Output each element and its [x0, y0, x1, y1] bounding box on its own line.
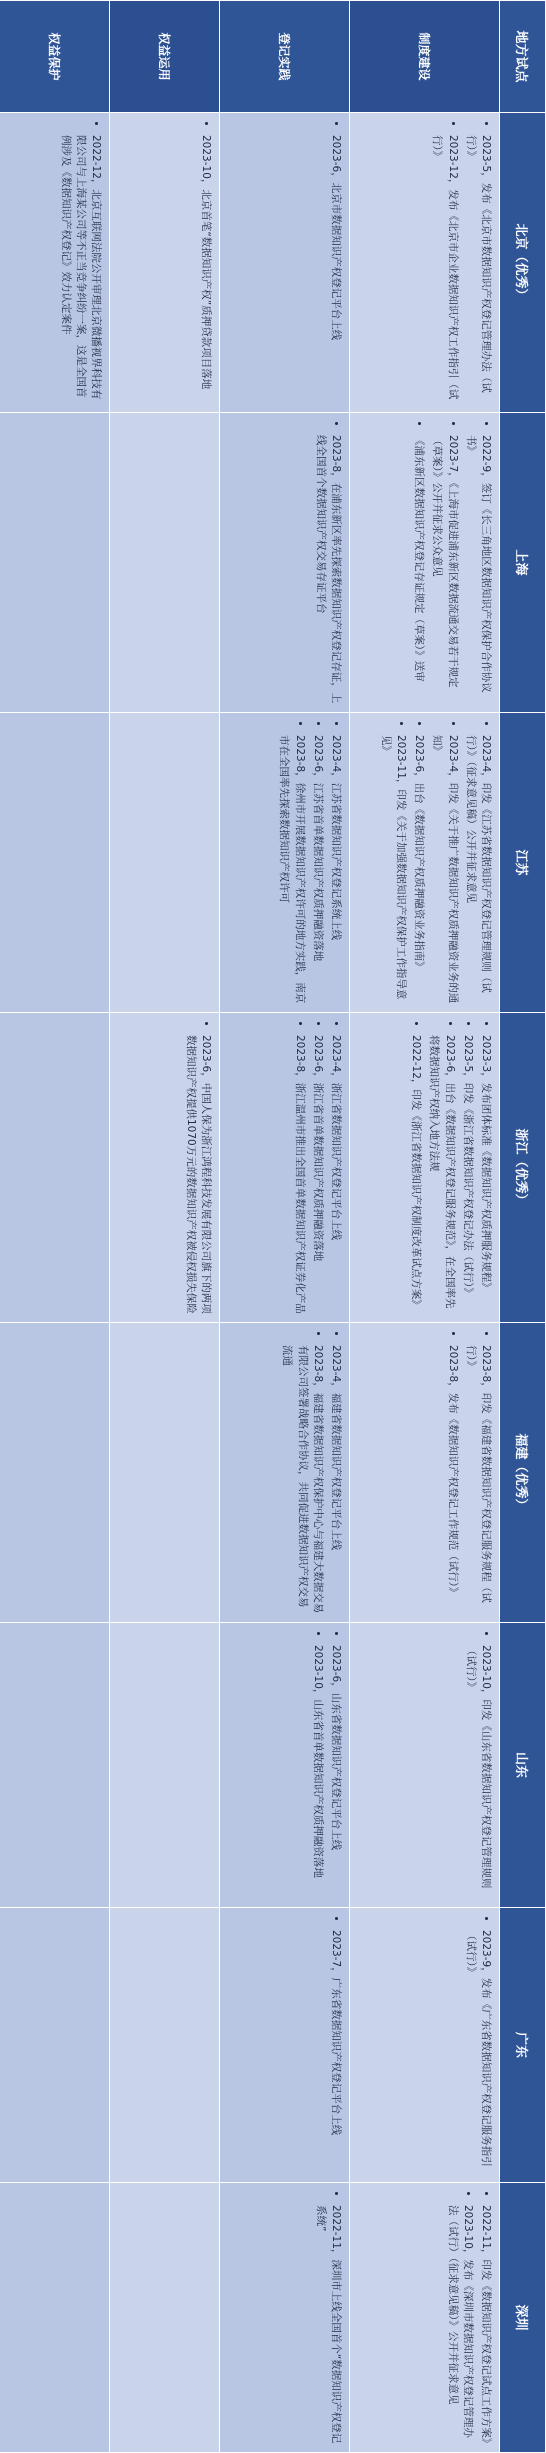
event-item: • 2023-8，在浦东新区率先探索数据知识产权登记存证，上线全国首个数据知识产权交易存证平台 — [313, 435, 343, 704]
table-cell — [110, 113, 220, 413]
table-cell — [220, 1623, 350, 1908]
table-row — [0, 1, 110, 2453]
event-item: • 2023-10，印发《山东省数据知识产权登记管理规则（试行）》 — [463, 1645, 493, 1899]
corner-header: 地方试点 — [500, 1, 546, 113]
table-cell — [350, 113, 500, 413]
row-label: 权益运用 — [110, 1, 220, 113]
event-list — [279, 1331, 343, 1614]
event-list — [463, 1916, 493, 2174]
event-item: • 2022-11，印发《数据知识产权登记试点工作方案》 — [478, 2205, 493, 2444]
table-cell — [350, 1908, 500, 2183]
event-list — [310, 1631, 343, 1899]
event-item: • 2023-4，浙江省数据知识产权登记平台上线 — [328, 1035, 343, 1314]
table-cell — [110, 713, 220, 1013]
event-list — [377, 721, 493, 1004]
event-list — [313, 421, 343, 704]
event-list — [57, 121, 103, 404]
table-cell — [0, 2183, 110, 2453]
event-item: • 2022-9，签订《长三角地区数据知识产权保护合作协议书》 — [463, 435, 493, 704]
event-item: • 2023-10，北京首笔“数据知识产权”质押贷款项目落地 — [198, 135, 213, 404]
event-list — [276, 721, 343, 1004]
region-header-guangdong: 广东 — [500, 1908, 546, 2183]
table-cell — [0, 113, 110, 413]
event-list — [411, 421, 493, 704]
row-label: 登记实践 — [220, 1, 350, 113]
table-cell — [350, 1013, 500, 1323]
table-cell — [220, 113, 350, 413]
event-item: • 2023-8，发布《数据知识产权登记工作规范（试行）》 — [444, 1345, 459, 1614]
event-list — [429, 121, 493, 404]
event-list — [463, 1631, 493, 1899]
event-list — [328, 1916, 343, 2174]
header-row — [500, 1, 546, 2453]
event-item: • 2023-4，江苏省数据知识产权登记系统上线 — [328, 735, 343, 1004]
table-cell — [110, 1323, 220, 1623]
table-body — [0, 1, 500, 2453]
table-cell — [0, 1908, 110, 2183]
event-item: • 2023-8，徐州市开展数据知识产权许可的地方实践，南京市在全国率先探索数据知识产权许可 — [276, 735, 306, 1004]
event-item: • 2023-6，中国人保为浙江鸿程科技发展有限公司旗下的两项数据知识产权提供1070万元的数据知识产权被侵权损失保险 — [183, 1035, 213, 1314]
table-cell — [220, 713, 350, 1013]
table-cell — [110, 413, 220, 713]
table-cell — [220, 2183, 350, 2453]
table-cell — [350, 713, 500, 1013]
event-list — [291, 1021, 343, 1314]
table-cell — [220, 1323, 350, 1623]
table-cell — [350, 1323, 500, 1623]
region-header-jiangsu: 江苏 — [500, 713, 546, 1013]
region-header-beijing: 北京（优秀） — [500, 113, 546, 413]
event-item: • 2023-6，江苏省首单数据知识产权质押融资落地 — [310, 735, 325, 1004]
table-cell — [110, 1908, 220, 2183]
region-header-shanghai: 上海 — [500, 413, 546, 713]
table-cell — [220, 1908, 350, 2183]
event-item: • 2023-10，发布《深圳市数据知识产权登记管理办法（试行）（征求意见稿）》公开并征求意见 — [444, 2205, 474, 2444]
event-item: • 2022-12，印发《浙江省数据知识产权制度改革试点方案》 — [408, 1035, 423, 1314]
event-item: • 2023-10，山东省首单数据知识产权质押融资落地 — [310, 1645, 325, 1899]
event-item: • 2023-6，出台《数据知识产权登记服务规范》，在全国率先将数据知识产权纳入地方法规 — [426, 1035, 456, 1314]
event-item: • 2023-8，浙江温州市推出全国首单数据知识产权证券化产品 — [291, 1035, 306, 1314]
event-item: • 2023-9，发布《广东省数据知识产权登记服务指引（试行）》 — [463, 1930, 493, 2174]
table-cell — [110, 1013, 220, 1323]
table-cell — [0, 413, 110, 713]
event-item: • 2023-3，发布团体标准《数据知识产权质押服务规程》 — [478, 1035, 493, 1314]
event-item: • 2023-4，印发《关于推广数据知识产权质押融资业务的通知》 — [429, 735, 459, 1004]
event-item: • 2023-7，《上海市促进浦东新区数据流通交易若干规定（草案）》公开并征求公众意见 — [429, 435, 459, 704]
table-cell — [110, 1623, 220, 1908]
table-cell — [220, 413, 350, 713]
event-item: • 2023-12，发布《北京市企业数据知识产权工作指引（试行）》 — [429, 135, 459, 404]
table-cell — [110, 2183, 220, 2453]
event-list — [444, 1331, 493, 1614]
table-row — [350, 1, 500, 2453]
region-header-zhejiang: 浙江（优秀） — [500, 1013, 546, 1323]
table-cell — [0, 1013, 110, 1323]
event-item: • 2023-5，印发《浙江省数据知识产权登记办法（试行）》 — [460, 1035, 475, 1314]
event-item: • 2023-6，浙江省首单数据知识产权质押融资落地 — [310, 1035, 325, 1314]
event-item: • 2023-7，广东省数据知识产权登记平台上线 — [328, 1930, 343, 2174]
event-list — [198, 121, 213, 404]
table-cell — [0, 1323, 110, 1623]
event-list — [408, 1021, 493, 1314]
table-row — [110, 1, 220, 2453]
event-item: • 2022-11，深圳市上线全国首个“数据知识产权登记系统” — [313, 2205, 343, 2444]
table-cell — [350, 1623, 500, 1908]
event-item: • 2023-8，福建省数据知识产权保护中心与福建大数据交易有限公司签署战略合作协议，共同促进数据知识产权交易流通 — [279, 1345, 325, 1614]
table-cell — [0, 1623, 110, 1908]
event-item: • 2023-4，印发《江苏省数据知识产权登记管理规则（试行）》（征求意见稿）公开并征求意见 — [463, 735, 493, 1004]
table-cell — [220, 1013, 350, 1323]
event-item: • 2023-11，印发《关于加强数据知识产权保护工作指导意见》 — [377, 735, 407, 1004]
region-header-shenzhen: 深圳 — [500, 2183, 546, 2453]
table-cell — [350, 2183, 500, 2453]
event-list — [328, 121, 343, 404]
event-list — [183, 1021, 213, 1314]
event-item: • 《浦东新区数据知识产权登记存证规定（草案）》送审 — [411, 435, 426, 704]
event-item: • 2023-8，印发《福建省数据知识产权登记服务规程（试行）》 — [463, 1345, 493, 1614]
event-list — [444, 2191, 493, 2449]
region-header-shandong: 山东 — [500, 1623, 546, 1908]
event-item: • 2023-5，发布《北京市数据知识产权登记管理办法（试行）》 — [463, 135, 493, 404]
event-item: • 2023-6，北京市数据知识产权登记平台上线 — [328, 135, 343, 404]
event-item: • 2023-4，福建省数据知识产权登记平台上线 — [328, 1345, 343, 1614]
table-row — [220, 1, 350, 2453]
table-cell — [350, 413, 500, 713]
event-item: • 2023-6，山东省数据知识产权登记平台上线 — [328, 1645, 343, 1899]
event-item: • 2023-6，出台《数据知识产权质押融资业务指南》 — [411, 735, 426, 1004]
row-label: 权益保护 — [0, 1, 110, 113]
row-label: 制度建设 — [350, 1, 500, 113]
event-item: • 2022-12，北京互联网法院公开审理北京微播视界科技有限公司与上海某公司等不正当竞争纠纷一案，这是全国首例涉及《数据知识产权登记》效力认定案件 — [57, 135, 103, 404]
event-list — [313, 2191, 343, 2444]
region-header-fujian: 福建（优秀） — [500, 1323, 546, 1623]
table-cell — [0, 713, 110, 1013]
